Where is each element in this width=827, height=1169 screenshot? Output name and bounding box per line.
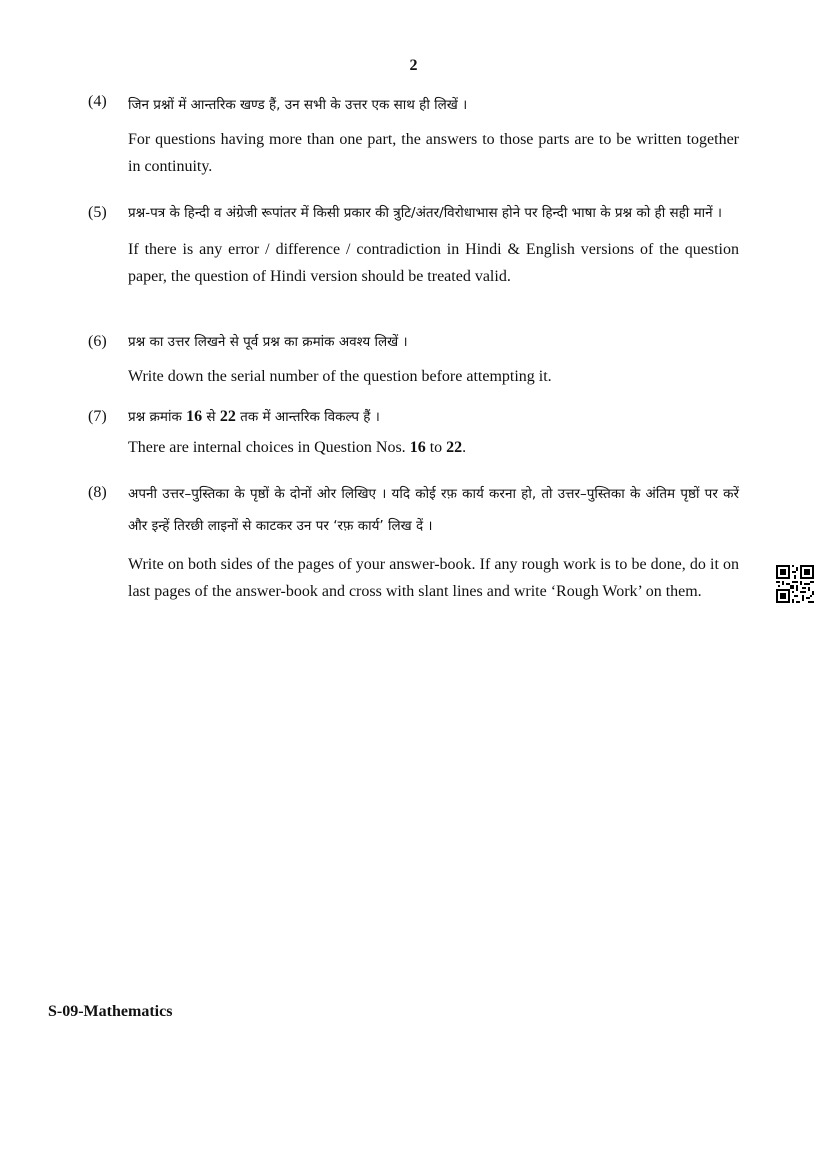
instruction-english: Write on both sides of the pages of your answer-book. If any rough work is to be done, do it on last pages of the answer-book and cross with slant lines and write ‘Rough Work’ on them.	[128, 556, 739, 600]
instruction-english: If there is any error / difference / contradiction in Hindi & English versions of the question paper, the question of Hindi version should be treated valid.	[128, 241, 739, 285]
instruction-number: (8)	[88, 484, 107, 501]
instruction-number: (4)	[88, 93, 107, 110]
instruction-english: There are internal choices in Question Nos. 16 to 22.	[128, 439, 467, 456]
page-number: 2	[409, 57, 418, 74]
instruction-number: (7)	[88, 408, 107, 425]
instruction-hindi: अपनी उत्तर–पुस्तिका के पृष्ठों के दोनों ओर लिखिए । यदि कोई रफ़ कार्य करना हो, तो उत्तर–पुस्तिका के अंतिम पृष्ठों पर करें और इन्हें तिरछी लाइनों से काटकर उन पर ‘रफ़ कार्य’ लिख दें ।	[128, 486, 739, 534]
instruction-hindi: प्रश्न क्रमांक 16 से 22 तक में आन्तरिक विकल्प हैं ।	[128, 408, 380, 425]
instruction-hindi: प्रश्न-पत्र के हिन्दी व अंग्रेजी रूपांतर में किसी प्रकार की त्रुटि/अंतर/विरोधाभास होने पर हिन्दी भाषा के प्रश्न को ही सही मानें ।	[128, 205, 723, 221]
instruction-hindi: प्रश्न का उत्तर लिखने से पूर्व प्रश्न का क्रमांक अवश्य लिखें ।	[128, 334, 408, 350]
instruction-number: (6)	[88, 333, 107, 350]
instruction-number: (5)	[88, 204, 107, 221]
instruction-english: Write down the serial number of the question before attempting it.	[128, 368, 552, 385]
qr-code-icon	[776, 565, 814, 603]
instruction-english: For questions having more than one part, the answers to those parts are to be written together in continuity.	[128, 131, 739, 175]
instruction-hindi: जिन प्रश्नों में आन्तरिक खण्ड हैं, उन सभी के उत्तर एक साथ ही लिखें ।	[128, 97, 468, 113]
footer-subject-code: S-09-Mathematics	[48, 1003, 173, 1020]
